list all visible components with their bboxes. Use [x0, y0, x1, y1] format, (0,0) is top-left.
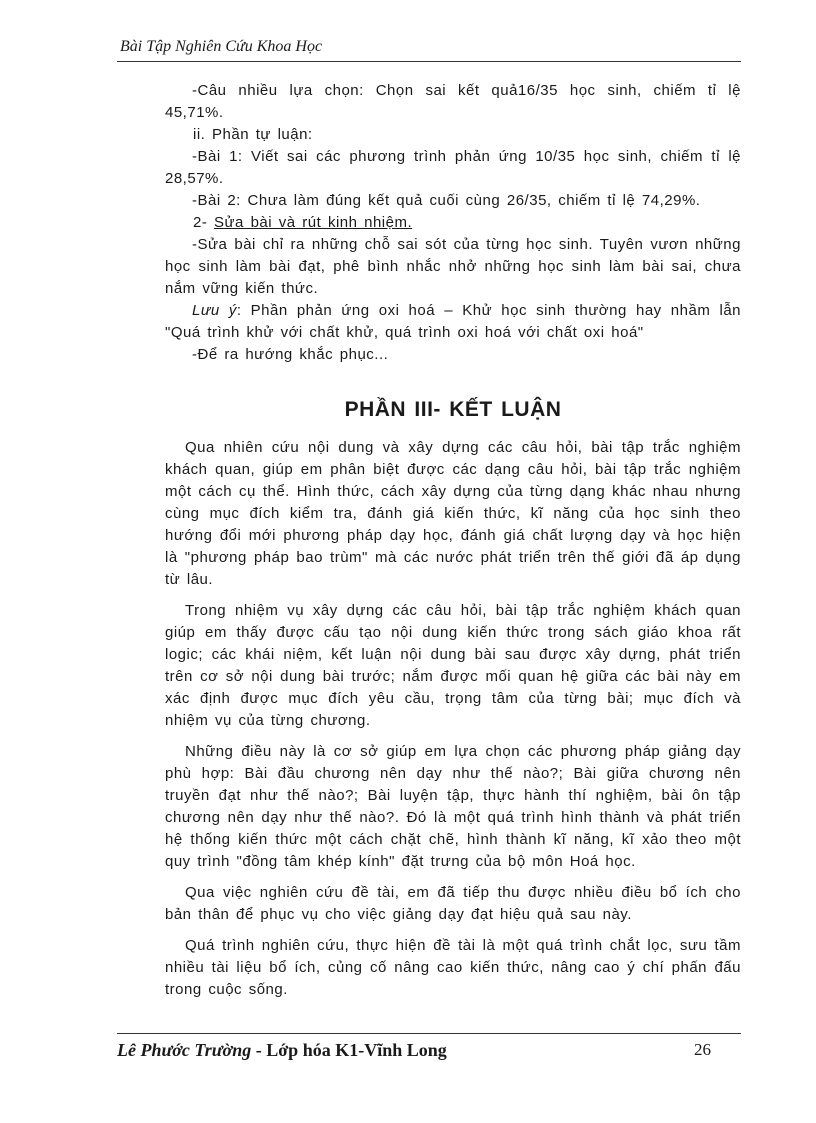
header-title: Bài Tập Nghiên Cứu Khoa Học: [120, 38, 323, 55]
footer-class: - Lớp hóa K1-Vĩnh Long: [251, 1040, 447, 1060]
fix-number: 2-: [193, 214, 215, 231]
fix-direction: -Để ra hướng khắc phục...: [192, 346, 389, 363]
fix-heading-line: [165, 212, 741, 234]
conclusion-paragraph-5: Quá trình nghiên cứu, thực hiện đề tài là một quá trình chắt lọc, sưu tầm nhiều tài liệu bổ ích, củng cố nâng cao kiến thức, nâng cao ý chí phấn đấu trong cuộc sống.: [165, 937, 741, 998]
conclusion-paragraph-3: Những điều này là cơ sở giúp em lựa chọn các phương pháp giảng dạy phù hợp: Bài đầu chương nên dạy như thế nào?; Bài giữa chương nên truyền đạt như thế nào?; Bài luyện tập, thực hành thí nghiệm, bài ôn tập chương nên dạy như thế nào?. Đó là một quá trình hình thành và phát triển hệ thống kiến thức một cách chặt chẽ, hình thành kĩ năng, kĩ xảo theo một quy trình "đồng tâm khép kính" đặt trưng của bộ môn Hoá học.: [165, 743, 741, 870]
note-label: Lưu ý: [192, 302, 237, 319]
note-text: : Phần phản ứng oxi hoá – Khử học sinh thường hay nhầm lẫn "Quá trình khử với chất khử, quá trình oxi hoá với chất oxi hoá": [165, 302, 741, 341]
fix-body: -Sửa bài chỉ ra những chỗ sai sót của từng học sinh. Tuyên vươn những học sinh làm bài đạt, phê bình nhắc nhở những học sinh làm bài sai, chưa nắm vững kiến thức.: [165, 236, 741, 297]
header-divider: [117, 61, 741, 62]
conclusion-paragraph-4: Qua việc nghiên cứu đề tài, em đã tiếp thu được nhiều điều bổ ích cho bản thân để phục vụ cho việc giảng dạy đạt hiệu quả sau này.: [165, 884, 741, 923]
footer: [117, 1040, 741, 1064]
footer-divider: [117, 1033, 741, 1034]
essay-part-heading: ii. Phần tự luận:: [193, 126, 313, 143]
page-content: [165, 80, 741, 1010]
conclusion-paragraph-1: Qua nhiên cứu nội dung và xây dựng các câu hỏi, bài tập trắc nghiệm khách quan, giúp em phân biệt được các dạng câu hỏi, bài tập trắc nghiệm một cách cụ thể. Hình thức, cách xây dựng của từng dạng khác nhau nhưng cùng mục đích kiểm tra, đánh giá kiến thức, kĩ năng của học sinh theo hướng đổi mới phương pháp dạy học, đánh giá chất lượng dạy và học hiện là "phương pháp bao trùm" mà các nước phát triển trên thế giới đã áp dụng từ lâu.: [165, 439, 741, 588]
conclusion: [165, 437, 741, 1001]
result-essay-2: -Bài 2: Chưa làm đúng kết quả cuối cùng 26/35, chiếm tỉ lệ 74,29%.: [192, 192, 701, 209]
page-number: 26: [694, 1040, 711, 1059]
fix-heading: Sửa bài và rút kinh nhiệm.: [214, 214, 413, 231]
note-paragraph: [165, 300, 741, 344]
section-title: PHẦN III- KẾT LUẬN: [344, 398, 562, 421]
conclusion-paragraph-2: Trong nhiệm vụ xây dựng các câu hỏi, bài tập trắc nghiệm khách quan giúp em thấy được cấu tạo nội dung kiến thức trong sách giáo khoa rất logic; các khái niệm, kết luận nội dung bài sau được xây dựng, phát triển trên cơ sở nội dung bài trước; nắm được mối quan hệ giữa các bài này em xác định được mục đích yêu cầu, trọng tâm của từng bài; mục đích và nhiệm vụ của từng chương.: [165, 602, 741, 729]
footer-author: Lê Phước Trường: [117, 1040, 252, 1060]
result-multiple-choice: -Câu nhiều lựa chọn: Chọn sai kết quả16/35 học sinh, chiếm tỉ lệ 45,71%.: [165, 82, 741, 121]
result-essay-1: -Bài 1: Viết sai các phương trình phản ứng 10/35 học sinh, chiếm tỉ lệ 28,57%.: [165, 148, 741, 187]
